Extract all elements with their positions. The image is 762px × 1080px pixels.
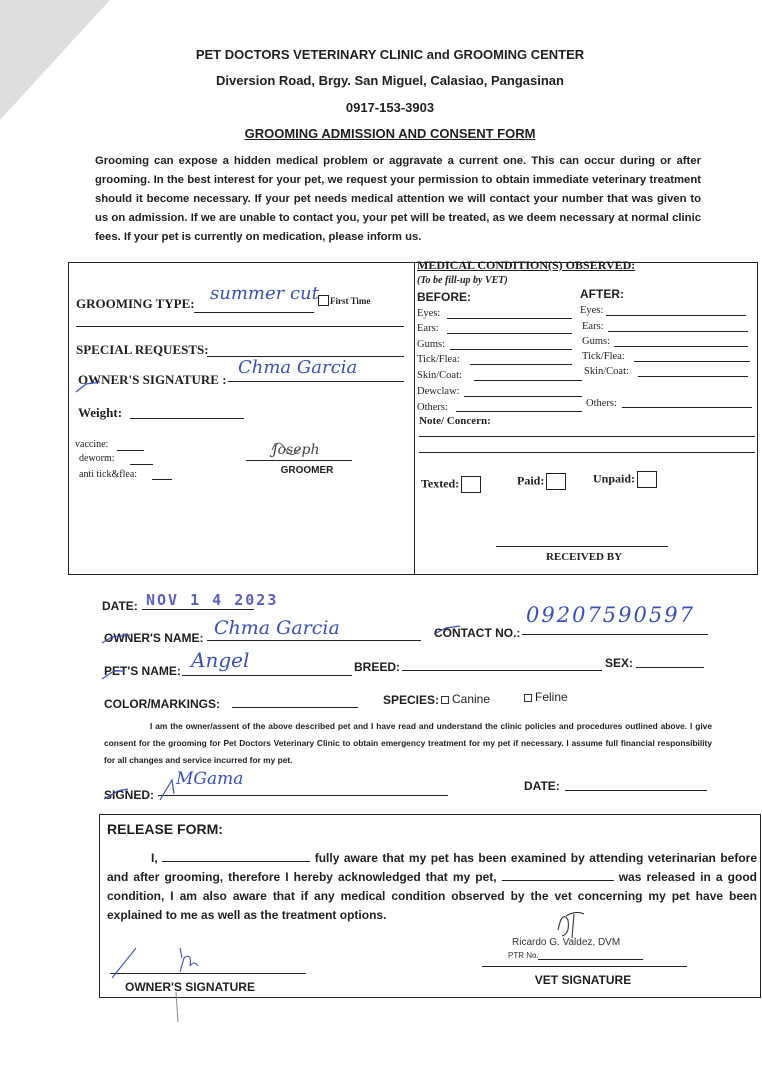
- paid-label: Paid:: [517, 473, 566, 490]
- contact-check-mark: [434, 626, 460, 634]
- contact-value[interactable]: 09207590597: [526, 603, 695, 627]
- contact-label: CONTACT NO.:: [434, 626, 521, 640]
- owner-name-value[interactable]: Chma Garcia: [214, 617, 340, 639]
- owner-signature-label: OWNER'S SIGNATURE :: [78, 372, 227, 387]
- after-item-eyes: Eyes:: [580, 305, 604, 316]
- ptr-label: PTR No.: [508, 951, 539, 960]
- after-label: AFTER:: [580, 287, 624, 301]
- texted-label: Texted:: [421, 476, 481, 493]
- signed-signature[interactable]: MGama: [176, 769, 244, 789]
- received-by-label: RECEIVED BY: [545, 551, 623, 563]
- owner-signature-release-label: OWNER'S SIGNATURE: [125, 980, 255, 994]
- groomer-signature-scribble: [272, 443, 300, 455]
- after-item-ears: Ears:: [582, 321, 604, 332]
- consent-paragraph: I am the owner/assent of the above described pet and I have read and understand the clinic policies and procedures outlined above. I give consent for the grooming for Pet Doctors Veterinary Clinic to obtain emergency treatment for my pet if necessary. I assume full financial responsibility for all changes and service incurred for my pet.: [104, 721, 712, 765]
- unpaid-label: Unpaid:: [593, 471, 657, 488]
- note-label: Note/ Concern:: [419, 415, 491, 427]
- owner-check-mark: [76, 382, 100, 392]
- after-item-tick: Tick/Flea:: [582, 351, 625, 362]
- before-item-others: Others:: [417, 402, 448, 413]
- vet-signature-scribble: [558, 912, 584, 938]
- sex-label: SEX:: [605, 656, 634, 670]
- clinic-name: PET DOCTORS VETERINARY CLINIC and GROOMING CENTER: [195, 47, 585, 62]
- medical-subtitle: (To be fill-up by VET): [417, 275, 508, 286]
- special-requests-label: SPECIAL REQUESTS:: [76, 342, 209, 357]
- before-item-ears: Ears:: [417, 323, 439, 334]
- pet-name-value[interactable]: Angel: [191, 648, 250, 672]
- before-item-gums: Gums:: [417, 339, 446, 350]
- vet-name: Ricardo G. Valdez, DVM: [512, 937, 621, 948]
- release-paragraph: I, fully aware that my pet has been examined by attending veterinarian before and after grooming, therefore I hereby acknowledged that my pet, was released in a good condition, I am also aware that if any medical condition observed by the vet concerning my pet have been explained to me as well as the treatment options.: [107, 851, 757, 922]
- before-item-tick: Tick/Flea:: [417, 354, 460, 365]
- first-time-label: First Time: [330, 296, 371, 306]
- signed-signature-stroke: [160, 780, 174, 800]
- clinic-phone: 0917-153-3903: [345, 100, 435, 115]
- pet-name-label: PET'S NAME:: [104, 664, 181, 678]
- signed-date-label: DATE:: [524, 779, 560, 793]
- before-item-skin: Skin/Coat:: [417, 370, 462, 381]
- after-item-gums: Gums:: [582, 336, 611, 347]
- deworm-label: deworm:: [79, 453, 115, 464]
- grooming-type-value[interactable]: summer cut: [210, 283, 319, 304]
- species-label: SPECIES:: [383, 693, 440, 707]
- pet-name-check-mark: [102, 671, 124, 679]
- owner-signature-value[interactable]: Chma Garcia: [238, 357, 358, 378]
- date-label: DATE:: [102, 599, 138, 613]
- signed-label: SIGNED:: [104, 788, 155, 802]
- weight-label: Weight:: [78, 405, 123, 420]
- owner-name-check-mark: [102, 635, 130, 643]
- clinic-address: Diversion Road, Brgy. San Miguel, Calasiao, Pangasinan: [216, 73, 564, 88]
- groomer-signature[interactable]: Joseph: [272, 442, 320, 458]
- intro-paragraph: Grooming can expose a hidden medical problem or aggravate a current one. This can occur during or after grooming. In the best interest for your pet, we request your permission to obtain immediate veterinary treatment should it become necessary. If your pet needs medical attention we will contact your number that was given to us on admission. If we are unable to contact you, your pet will be treated, as we deem necessary at normal clinic fees. If your pet is currently on medication, please inform us.: [95, 155, 701, 243]
- owner-release-signature: [112, 948, 198, 978]
- groomer-label: GROOMER: [280, 465, 334, 476]
- grooming-type-label: GROOMING TYPE:: [76, 296, 195, 311]
- vet-signature-label: VET SIGNATURE: [534, 973, 632, 987]
- before-item-dewclaw: Dewclaw:: [417, 386, 460, 397]
- before-item-eyes: Eyes:: [417, 308, 441, 319]
- canine-label: Canine: [452, 692, 491, 706]
- owner-name-label: OWNER'S NAME:: [104, 631, 204, 645]
- anti-tick-label: anti tick&flea:: [79, 469, 138, 480]
- release-title: RELEASE FORM:: [107, 821, 223, 837]
- small-check-mark: [176, 992, 178, 1022]
- medical-title: MEDICAL CONDITION(S) OBSERVED:: [417, 258, 636, 272]
- after-item-others: Others:: [586, 398, 617, 409]
- feline-label: Feline: [535, 690, 568, 704]
- date-stamp: NOV 1 4 2023: [146, 591, 279, 609]
- before-label: BEFORE:: [417, 290, 471, 304]
- color-label: COLOR/MARKINGS:: [104, 697, 220, 711]
- signed-check-mark: [104, 789, 128, 799]
- form-title: GROOMING ADMISSION AND CONSENT FORM: [244, 126, 536, 141]
- vaccine-label: vaccine:: [75, 439, 109, 450]
- breed-label: BREED:: [354, 660, 401, 674]
- after-item-skin: Skin/Coat:: [584, 366, 629, 377]
